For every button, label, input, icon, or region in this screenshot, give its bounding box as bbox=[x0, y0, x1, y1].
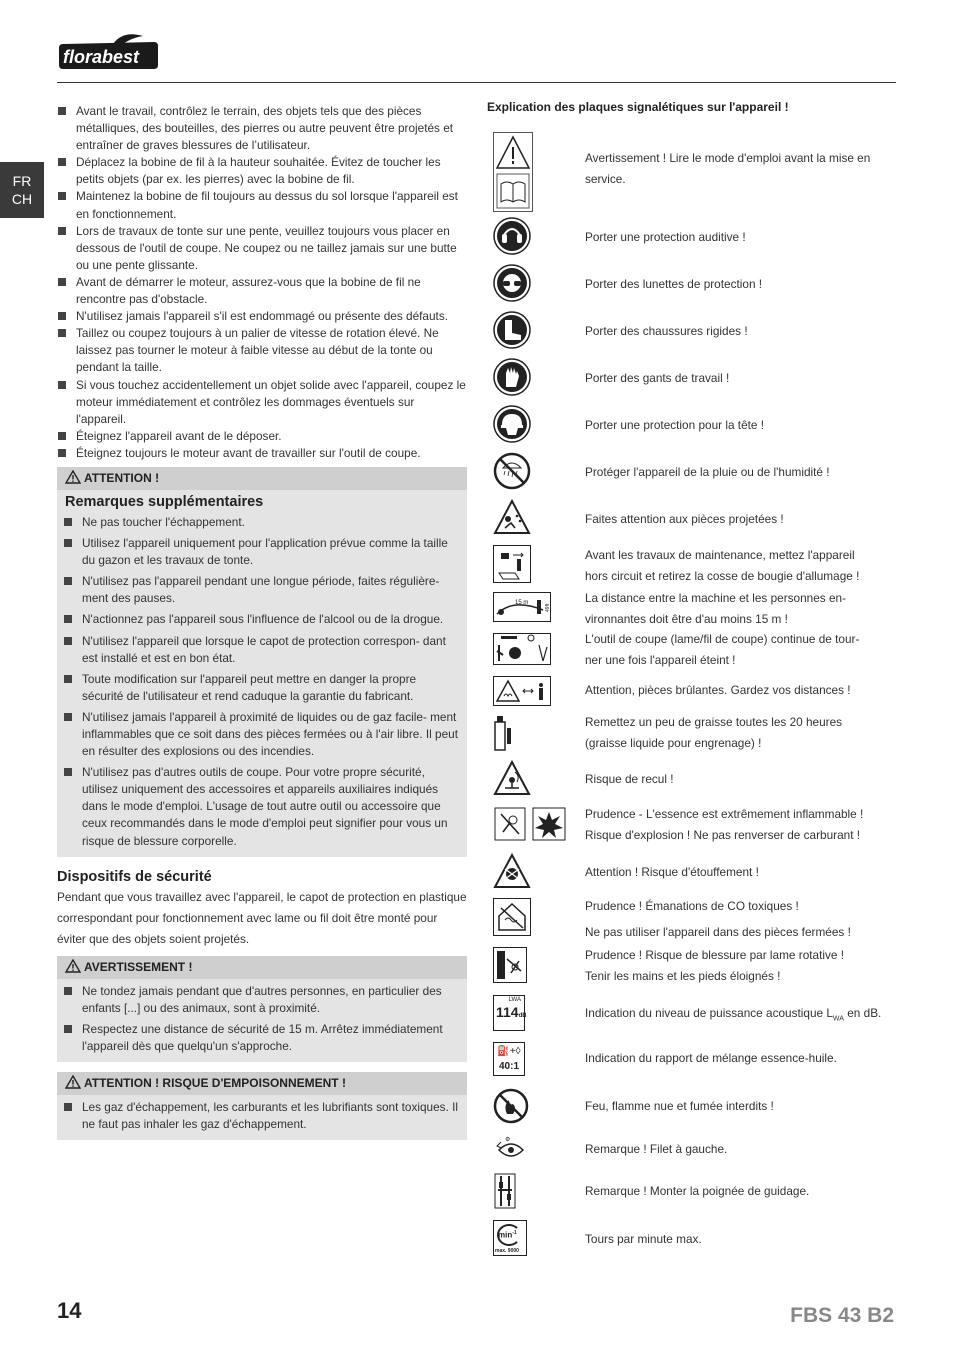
fuel-can-icon: ⛽+◊ bbox=[497, 1046, 521, 1057]
list-item: Éteignez l'appareil avant de le déposer. bbox=[57, 428, 467, 445]
symbol-text: Porter une protection auditive ! bbox=[585, 230, 746, 244]
no-rain-icon bbox=[493, 452, 531, 490]
page-number: 14 bbox=[57, 1298, 82, 1323]
svg-text:⚙: ⚙ bbox=[505, 1137, 511, 1143]
lang-ch: CH bbox=[11, 191, 33, 207]
rpm-value: max. 9000 bbox=[495, 1248, 519, 1254]
projected-parts-icon bbox=[493, 499, 531, 535]
helmet-icon bbox=[493, 405, 531, 443]
list-item: N'actionnez pas l'appareil sous l'influence de l'alcool ou de la drogue. bbox=[63, 611, 459, 628]
list-item: Utilisez l'appareil uniquement pour l'application prévue comme la taille du gazon et les travaux de tonte. bbox=[63, 535, 459, 569]
warning-triangle-icon bbox=[65, 959, 81, 973]
list-item: Si vous touchez accidentellement un objet solide avec l'appareil, coupez le moteur immédiatement et contrôlez les dommages éventuels sur l'appareil. bbox=[57, 377, 467, 428]
symbol-text: Remarque ! Filet à gauche. bbox=[585, 1142, 728, 1156]
suffocation-icon bbox=[493, 853, 531, 889]
symbol-text: Avertissement ! Lire le mode d'emploi avant la mise en service. bbox=[585, 151, 871, 186]
kickback-icon bbox=[493, 760, 531, 796]
list-item: Taillez ou coupez toujours à un palier de vitesse de rotation élevé. Ne laissez pas tourner le moteur à faible vitesse au début de la tonte ou pendant la taille. bbox=[57, 325, 467, 376]
symbol-text: Indication du niveau de puissance acoustique $L_{WA}$ en dB. bbox=[585, 1006, 882, 1023]
tool-rotation-icon bbox=[493, 633, 551, 665]
list-item: N'utilisez jamais l'appareil s'il est endommagé ou présente des défauts. bbox=[57, 308, 467, 325]
co-fumes-icon bbox=[493, 898, 531, 936]
symbol-text: Prudence ! Risque de blessure par lame rotative ! Tenir les mains et les pieds éloignés ! bbox=[585, 948, 845, 983]
list-item: Ne tondez jamais pendant que d'autres personnes, en particulier des enfants [...] ou des animaux, sont à proximité. bbox=[63, 983, 459, 1017]
rpm-unit: $\min^{-1}$ bbox=[498, 1230, 517, 1240]
logo-text: florabest bbox=[63, 47, 140, 67]
boots-icon bbox=[493, 311, 531, 349]
symbol-text: Feu, flamme nue et fumée interdits ! bbox=[585, 1099, 774, 1113]
symbol-text: Porter des chaussures rigides ! bbox=[585, 324, 748, 338]
symbol-text: Attention ! Risque d'étouffement ! bbox=[585, 865, 759, 879]
attention-title: Remarques supplémentaires bbox=[65, 493, 264, 510]
symbol-text: Ne pas utiliser l'appareil dans des pièces fermées ! bbox=[585, 925, 851, 939]
warning-header bbox=[57, 956, 467, 979]
list-item: Lors de travaux de tonte sur une pente, veuillez toujours vous placer en dessous de l'outil de coupe. Ne coupez ou ne taillez jamais sur une butte ou une pente glissante. bbox=[57, 223, 467, 274]
safety-devices-title: Dispositifs de sécurité bbox=[57, 868, 212, 885]
warning-box bbox=[57, 956, 467, 1062]
list-item: N'utilisez pas d'autres outils de coupe. Pour votre propre sécurité, utilisez uniquement des accessoires et appareils auxiliaires indiqués dans le mode d'emploi. L'usage de tout autre outil ou accessoire que ceux recommandés dans le mode d'emploi peut signifier pour vous un risque de blessure corporelle. bbox=[63, 764, 459, 849]
list-item: Les gaz d'échappement, les carburants et les lubrifiants sont toxiques. Il ne faut pas inhaler les gaz d'échappement. bbox=[63, 1099, 459, 1133]
guide-handle-icon bbox=[493, 1172, 517, 1210]
safety-devices-text: Pendant que vous travaillez avec l'appareil, le capot de protection en plastique correspondant pour fonctionnement avec lame ou fil doit être monté pour éviter que des objets soient projetés. bbox=[57, 889, 467, 946]
symbol-text: L'outil de coupe (lame/fil de coupe) continue de tour- ner une fois l'appareil éteint ! bbox=[585, 632, 860, 667]
list-item: Avant le travail, contrôlez le terrain, des objets tels que des pièces métalliques, des bouteilles, des pierres ou autre peuvent être projetés et entraîner de graves blessures de l’utilisateur. bbox=[57, 103, 467, 154]
list-item: Toute modification sur l'appareil peut mettre en danger la propre sécurité de l'utilisateur et rend caduque la garantie du fabricant. bbox=[63, 671, 459, 705]
symbol-text: Indication du rapport de mélange essence-huile. bbox=[585, 1051, 837, 1065]
left-column bbox=[57, 103, 467, 1140]
warning-list bbox=[57, 979, 467, 1062]
symbols-heading: Explication des plaques signalétiques sur l'appareil ! bbox=[487, 100, 789, 114]
fuel-ratio: 40:1 bbox=[498, 1061, 519, 1072]
attention-list bbox=[57, 510, 467, 857]
safety-bullet-list bbox=[57, 103, 467, 462]
poison-box bbox=[57, 1072, 467, 1140]
distance-15m-icon bbox=[493, 592, 551, 622]
symbol-text: Prudence - L'essence est extrêmement inflammable ! Risque d'explosion ! Ne pas renverser de carburant ! bbox=[585, 807, 864, 842]
list-item: Respectez une distance de sécurité de 15 m. Arrêtez immédiatement l'appareil dès que quelqu'un s'approche. bbox=[63, 1021, 459, 1055]
list-item: Déplacez la bobine de fil à la hauteur souhaitée. Évitez de toucher les petits objets (par ex. les pierres) avec la bobine de fil. bbox=[57, 154, 467, 188]
warning-label: AVERTISSEMENT ! bbox=[84, 959, 193, 974]
symbol-text: Tours par minute max. bbox=[585, 1232, 702, 1246]
rotating-blade-icon bbox=[493, 947, 527, 983]
list-item: N'utilisez jamais l'appareil à proximité de liquides ou de gaz facile- ment inflammables que ce soit dans des pièces fermées ou à l'air libre. Il peut en résulter des explosions ou des incendies. bbox=[63, 709, 459, 760]
florabest-logo bbox=[57, 34, 160, 70]
maintenance-icon bbox=[493, 545, 531, 583]
poison-list bbox=[57, 1095, 467, 1140]
list-item: Avant de démarrer le moteur, assurez-vous que la bobine de fil ne rencontre pas d'obstacle. bbox=[57, 274, 467, 308]
list-item: N'utilisez pas l'appareil pendant une longue période, faites régulière- ment des pauses. bbox=[63, 573, 459, 607]
svg-text:15 m: 15 m bbox=[515, 600, 529, 606]
right-column bbox=[487, 100, 897, 124]
symbol-text: Prudence ! Émanations de CO toxiques ! bbox=[585, 899, 799, 913]
list-item: Ne pas toucher l'échappement. bbox=[63, 514, 459, 531]
no-fire-icon bbox=[493, 1088, 529, 1124]
left-thread-icon bbox=[493, 1134, 529, 1164]
symbol-text: Porter des gants de travail ! bbox=[585, 371, 730, 385]
sound-level-value: 114dB bbox=[496, 1004, 527, 1020]
header-rule bbox=[57, 82, 896, 83]
svg-text:49ft: 49ft bbox=[545, 603, 551, 612]
symbol-text: Porter une protection pour la tête ! bbox=[585, 418, 765, 432]
symbol-text: Faites attention aux pièces projetées ! bbox=[585, 512, 784, 526]
symbol-text: Remarque ! Monter la poignée de guidage. bbox=[585, 1184, 810, 1198]
sound-level-icon bbox=[493, 995, 525, 1031]
symbol-text: Protéger l'appareil de la pluie ou de l'humidité ! bbox=[585, 465, 830, 479]
warning-triangle-icon bbox=[65, 470, 81, 484]
attention-header bbox=[57, 467, 467, 490]
fuel-mix-icon bbox=[493, 1042, 525, 1076]
lang-fr: FR bbox=[12, 173, 32, 189]
symbol-text: Remettez un peu de graisse toutes les 20 heures (graisse liquide pour engrenage) ! bbox=[585, 715, 843, 750]
symbol-text: Porter des lunettes de protection ! bbox=[585, 277, 763, 291]
max-rpm-icon bbox=[493, 1220, 527, 1256]
goggles-icon bbox=[493, 264, 531, 302]
symbol-text: Avant les travaux de maintenance, mettez l'appareil hors circuit et retirez la cosse de bougie d'allumage ! bbox=[585, 548, 860, 583]
symbol-text: Attention, pièces brûlantes. Gardez vos distances ! bbox=[585, 683, 851, 697]
attention-label: ATTENTION ! bbox=[84, 470, 160, 485]
hot-parts-icon bbox=[493, 676, 551, 706]
symbol-text: Risque de recul ! bbox=[585, 772, 674, 786]
list-item: N'utilisez l'appareil que lorsque le capot de protection correspon- dant est installé et est en bon état. bbox=[63, 633, 459, 667]
warning-manual-icon bbox=[493, 132, 533, 212]
gloves-icon bbox=[493, 358, 531, 396]
attention-box bbox=[57, 467, 467, 857]
warning-triangle-icon bbox=[65, 1075, 81, 1089]
poison-header bbox=[57, 1072, 467, 1095]
language-tab bbox=[0, 162, 44, 218]
list-item: Maintenez la bobine de fil toujours au dessus du sol lorsque l'appareil est en fonctionnement. bbox=[57, 188, 467, 222]
flammable-explosion-icon bbox=[493, 806, 567, 842]
grease-icon bbox=[493, 714, 515, 752]
list-item: Éteignez toujours le moteur avant de travailler sur l'outil de coupe. bbox=[57, 445, 467, 462]
ear-protection-icon bbox=[493, 217, 531, 255]
poison-label: ATTENTION ! RISQUE D'EMPOISONNEMENT ! bbox=[84, 1076, 346, 1091]
symbol-text: La distance entre la machine et les personnes en- vironnantes doit être d'au moins 15 m ! bbox=[585, 591, 847, 626]
model-name: FBS 43 B2 bbox=[790, 1304, 894, 1327]
sound-level-small-label: LWA bbox=[508, 997, 521, 1003]
